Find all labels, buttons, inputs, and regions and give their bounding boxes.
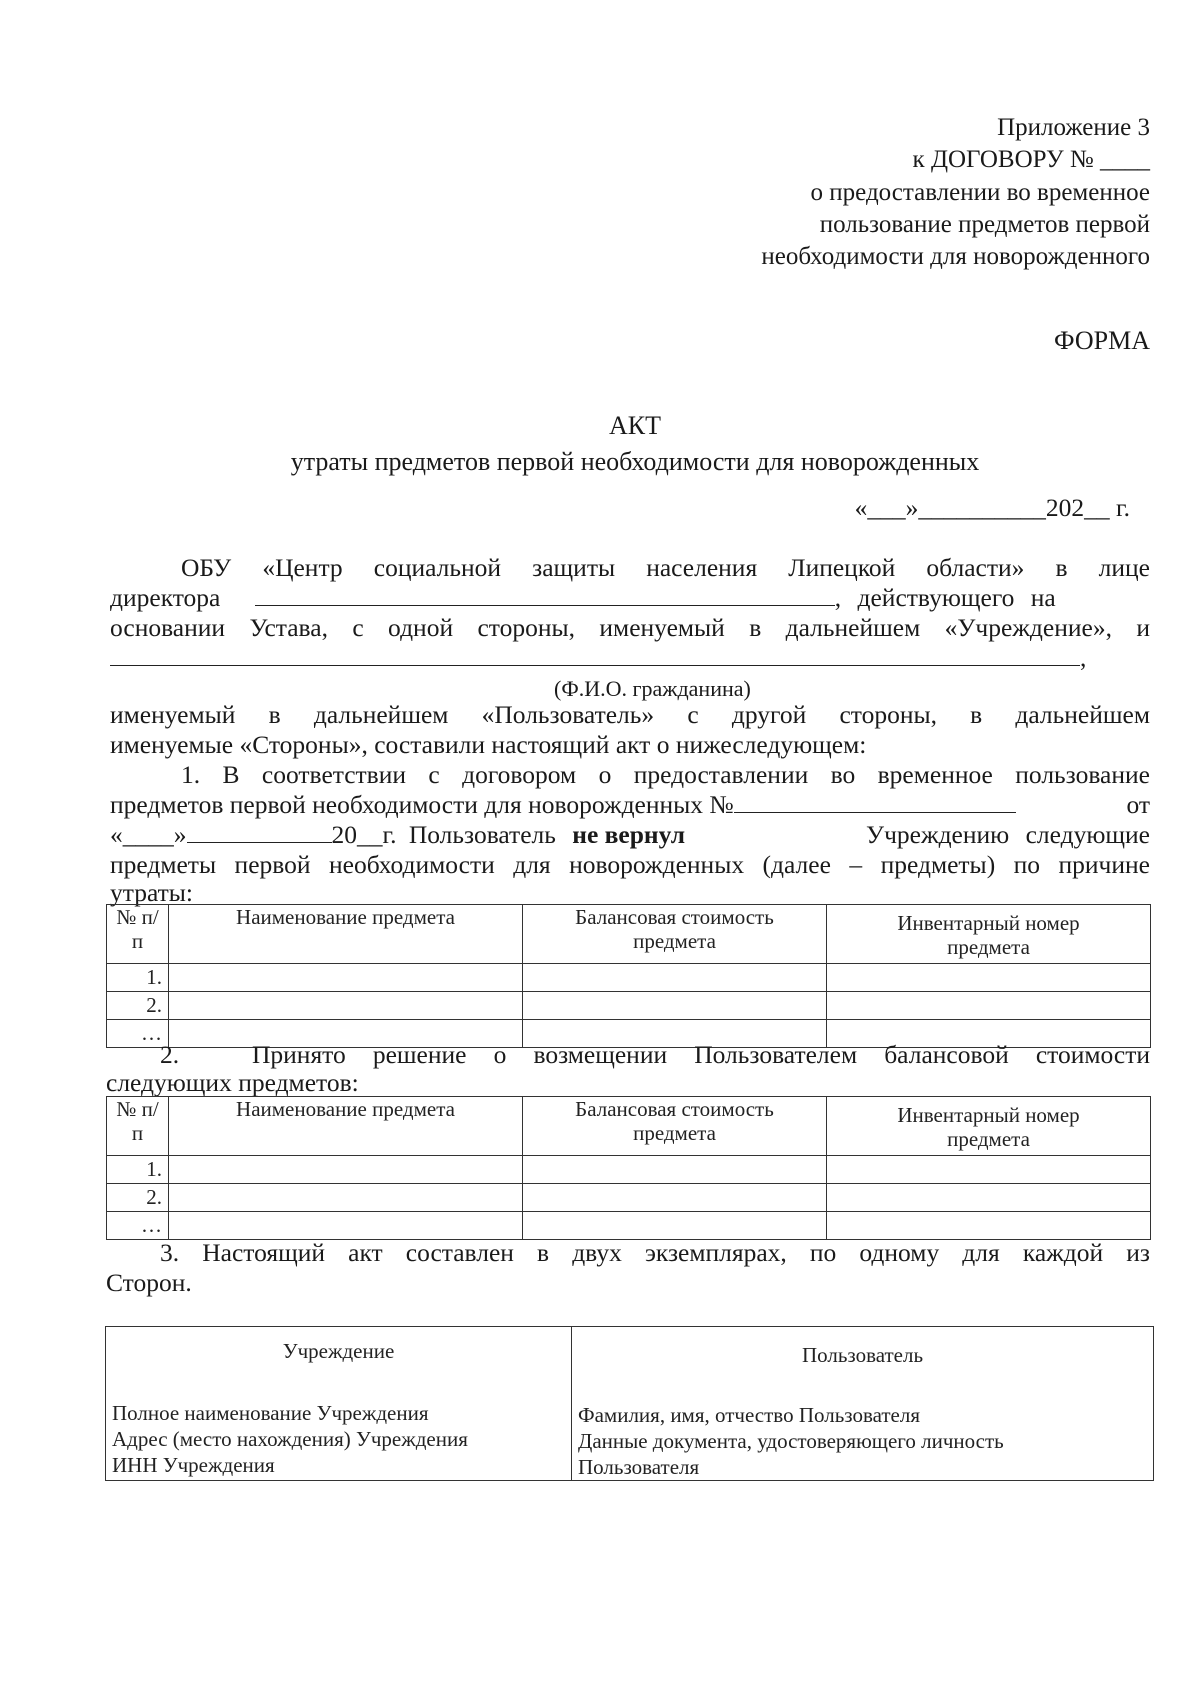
intro-line-3: основании Устава, с одной стороны, именуемый в дальнейшем «Учреждение», и bbox=[110, 613, 1150, 642]
table-header-row bbox=[107, 1097, 1151, 1156]
item-name-cell[interactable] bbox=[169, 1184, 523, 1212]
clause1-line-3: «____» 20__г. Пользователь не вернул Учреждению следующие bbox=[110, 820, 1150, 849]
appendix-label: Приложение 3 bbox=[997, 114, 1150, 141]
inventory-number-cell[interactable] bbox=[827, 1184, 1151, 1212]
item-name-cell[interactable] bbox=[169, 992, 523, 1020]
user-heading: Пользователь bbox=[801, 1343, 924, 1367]
user-id-document-label: Данные документа, удостоверяющего личность bbox=[578, 1429, 1004, 1453]
table-row: … bbox=[107, 1020, 1151, 1048]
contract-subject-line-2: пользование предметов первой bbox=[819, 211, 1150, 238]
fio-caption: (Ф.И.О. гражданина) bbox=[554, 676, 751, 701]
form-label: ФОРМА bbox=[1054, 326, 1150, 355]
contract-subject-line-1: о предоставлении во временное bbox=[810, 179, 1150, 206]
balance-cost-cell[interactable] bbox=[523, 1184, 827, 1212]
clause1-line-5: утраты: bbox=[110, 878, 193, 907]
header-cell-balance-cost: Балансовая стоимость предмета bbox=[523, 1097, 827, 1156]
contract-number-blank[interactable] bbox=[734, 790, 1016, 813]
clause3-line-1: 3. Настоящий акт составлен в двух экземплярах, по одному для каждой из bbox=[160, 1238, 1150, 1267]
item-name-cell[interactable] bbox=[169, 964, 523, 992]
user-id-document-label-cont: Пользователя bbox=[578, 1455, 700, 1479]
date-line: «___»__________202__ г. bbox=[854, 493, 1130, 522]
balance-cost-cell[interactable] bbox=[523, 964, 827, 992]
header-cell-inventory-number: Инвентарный номер предмета bbox=[827, 1097, 1151, 1156]
signature-table bbox=[105, 1326, 1154, 1481]
director-label: директора bbox=[110, 583, 221, 612]
intro-line-2 bbox=[110, 583, 1150, 613]
balance-cost-cell[interactable] bbox=[523, 1212, 827, 1240]
table-row: 1. bbox=[107, 964, 1151, 992]
user-details-cell bbox=[572, 1327, 1154, 1481]
balance-cost-cell[interactable] bbox=[523, 1156, 827, 1184]
clause1-line-1: 1. В соответствии с договором о предоставлении во временное пользование bbox=[181, 760, 1150, 789]
institution-heading: Учреждение bbox=[282, 1339, 395, 1363]
user-full-name-label: Фамилия, имя, отчество Пользователя bbox=[578, 1403, 920, 1427]
table-row: 2. bbox=[107, 1184, 1151, 1212]
document-title: АКТ bbox=[609, 411, 661, 440]
item-name-cell[interactable] bbox=[169, 1156, 523, 1184]
intro-line-4: , bbox=[110, 643, 1086, 673]
inventory-number-cell[interactable] bbox=[827, 992, 1151, 1020]
clause2-number: 2. bbox=[160, 1040, 180, 1069]
inventory-number-cell[interactable] bbox=[827, 964, 1151, 992]
institution-inn-label: ИНН Учреждения bbox=[112, 1453, 275, 1477]
header-cell-inventory-number: Инвентарный номер предмета bbox=[827, 905, 1151, 964]
acting-basis-label: , действующего на bbox=[834, 583, 1056, 612]
table-row: … bbox=[107, 1212, 1151, 1240]
intro-line-1: ОБУ «Центр социальной защиты населения Липецкой области» в лице bbox=[181, 553, 1150, 582]
clause1-line-2: предметов первой необходимости для новорожденных № от bbox=[110, 790, 1150, 819]
lost-items-table bbox=[106, 904, 1151, 1048]
table-row: 1. bbox=[107, 1156, 1151, 1184]
header-cell-balance-cost: Балансовая стоимость предмета bbox=[523, 905, 827, 964]
table-row: 2. bbox=[107, 992, 1151, 1020]
header-cell-number: № п/п bbox=[107, 1097, 169, 1156]
contract-subject-line-3: необходимости для новорожденного bbox=[761, 243, 1150, 270]
document-subtitle: утраты предметов первой необходимости для новорожденных bbox=[290, 447, 980, 476]
balance-cost-cell[interactable] bbox=[523, 992, 827, 1020]
compensation-items-table bbox=[106, 1096, 1151, 1240]
intro-line-6: именуемые «Стороны», составили настоящий акт о нижеследующем: bbox=[110, 730, 867, 759]
header-cell-number: № п/п bbox=[107, 905, 169, 964]
contract-reference: к ДОГОВОРУ № ____ bbox=[912, 146, 1150, 173]
director-name-blank[interactable] bbox=[255, 583, 835, 606]
inventory-number-cell[interactable] bbox=[827, 1212, 1151, 1240]
clause1-line-4: предметы первой необходимости для новорожденных (далее – предметы) по причине bbox=[110, 850, 1150, 879]
clause3-line-2: Сторон. bbox=[106, 1268, 192, 1297]
citizen-name-blank[interactable] bbox=[110, 643, 1080, 666]
clause2-line-1: Принято решение о возмещении Пользователем балансовой стоимости bbox=[252, 1040, 1150, 1069]
item-name-cell[interactable] bbox=[169, 1212, 523, 1240]
inventory-number-cell[interactable] bbox=[827, 1156, 1151, 1184]
table-header-row bbox=[107, 905, 1151, 964]
institution-details-cell bbox=[106, 1327, 572, 1481]
clause2-line-2: следующих предметов: bbox=[106, 1068, 359, 1097]
institution-address-label: Адрес (место нахождения) Учреждения bbox=[112, 1427, 468, 1451]
header-cell-item-name: Наименование предмета bbox=[169, 905, 523, 964]
header-cell-item-name: Наименование предмета bbox=[169, 1097, 523, 1156]
not-returned-emphasis: не вернул bbox=[572, 820, 686, 849]
contract-date-blank[interactable] bbox=[187, 820, 332, 843]
institution-full-name-label: Полное наименование Учреждения bbox=[112, 1401, 429, 1425]
intro-line-5: именуемый в дальнейшем «Пользователь» с другой стороны, в дальнейшем bbox=[110, 700, 1150, 729]
